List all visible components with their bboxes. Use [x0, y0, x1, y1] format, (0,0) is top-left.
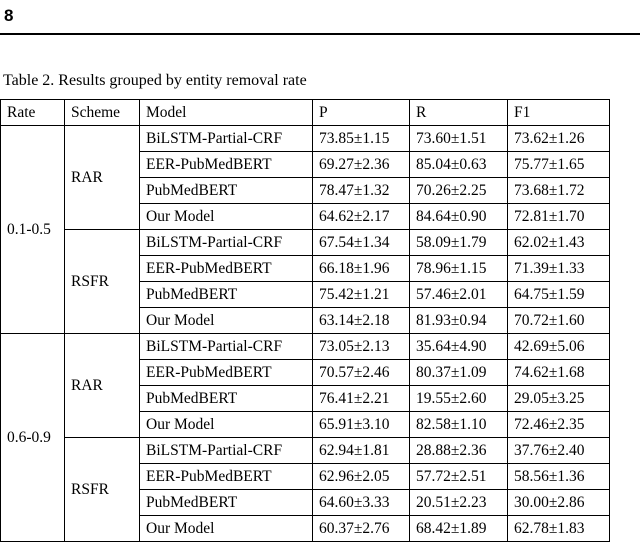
p-value: 73.85±1.15 [313, 126, 410, 152]
r-value: 19.55±2.60 [410, 386, 508, 412]
r-value: 85.04±0.63 [410, 152, 508, 178]
model-cell: BiLSTM-Partial-CRF [140, 334, 313, 360]
rate-cell: 0.6-0.9 [1, 334, 65, 542]
f1-value: 62.78±1.83 [508, 516, 610, 542]
r-value: 78.96±1.15 [410, 256, 508, 282]
f1-value: 72.81±1.70 [508, 204, 610, 230]
model-cell: BiLSTM-Partial-CRF [140, 126, 313, 152]
model-cell: PubMedBERT [140, 490, 313, 516]
r-value: 73.60±1.51 [410, 126, 508, 152]
r-value: 57.72±2.51 [410, 464, 508, 490]
f1-value: 30.00±2.86 [508, 490, 610, 516]
f1-value: 37.76±2.40 [508, 438, 610, 464]
header-r: R [410, 100, 508, 126]
page-header [0, 0, 640, 35]
f1-value: 72.46±2.35 [508, 412, 610, 438]
r-value: 28.88±2.36 [410, 438, 508, 464]
p-value: 69.27±2.36 [313, 152, 410, 178]
f1-value: 29.05±3.25 [508, 386, 610, 412]
r-value: 70.26±2.25 [410, 178, 508, 204]
f1-value: 75.77±1.65 [508, 152, 610, 178]
table-row [1, 334, 610, 360]
f1-value: 70.72±1.60 [508, 308, 610, 334]
header-p: P [313, 100, 410, 126]
r-value: 20.51±2.23 [410, 490, 508, 516]
header-f1: F1 [508, 100, 610, 126]
p-value: 70.57±2.46 [313, 360, 410, 386]
r-value: 68.42±1.89 [410, 516, 508, 542]
f1-value: 62.02±1.43 [508, 230, 610, 256]
p-value: 60.37±2.76 [313, 516, 410, 542]
table-header-row [1, 100, 610, 126]
table-row [1, 126, 610, 152]
p-value: 76.41±2.21 [313, 386, 410, 412]
model-cell: BiLSTM-Partial-CRF [140, 230, 313, 256]
model-cell: EER-PubMedBERT [140, 360, 313, 386]
scheme-cell: RAR [65, 334, 140, 438]
table-row [1, 230, 610, 256]
model-cell: EER-PubMedBERT [140, 256, 313, 282]
scheme-cell: RAR [65, 126, 140, 230]
model-cell: Our Model [140, 412, 313, 438]
f1-value: 73.68±1.72 [508, 178, 610, 204]
header-rule [0, 33, 640, 35]
f1-value: 58.56±1.36 [508, 464, 610, 490]
r-value: 57.46±2.01 [410, 282, 508, 308]
scheme-cell: RSFR [65, 438, 140, 542]
header-model: Model [140, 100, 313, 126]
model-cell: Our Model [140, 204, 313, 230]
p-value: 67.54±1.34 [313, 230, 410, 256]
model-cell: EER-PubMedBERT [140, 152, 313, 178]
f1-value: 73.62±1.26 [508, 126, 610, 152]
table-caption: Table 2. Results grouped by entity removal rate [3, 72, 307, 89]
p-value: 78.47±1.32 [313, 178, 410, 204]
model-cell: PubMedBERT [140, 178, 313, 204]
page-number: 8 [4, 6, 14, 25]
r-value: 58.09±1.79 [410, 230, 508, 256]
p-value: 63.14±2.18 [313, 308, 410, 334]
f1-value: 71.39±1.33 [508, 256, 610, 282]
model-cell: Our Model [140, 516, 313, 542]
model-cell: PubMedBERT [140, 282, 313, 308]
p-value: 73.05±2.13 [313, 334, 410, 360]
p-value: 64.62±2.17 [313, 204, 410, 230]
f1-value: 64.75±1.59 [508, 282, 610, 308]
model-cell: EER-PubMedBERT [140, 464, 313, 490]
p-value: 62.96±2.05 [313, 464, 410, 490]
p-value: 66.18±1.96 [313, 256, 410, 282]
header-scheme: Scheme [65, 100, 140, 126]
model-cell: BiLSTM-Partial-CRF [140, 438, 313, 464]
r-value: 35.64±4.90 [410, 334, 508, 360]
rate-cell: 0.1-0.5 [1, 126, 65, 334]
f1-value: 42.69±5.06 [508, 334, 610, 360]
r-value: 82.58±1.10 [410, 412, 508, 438]
r-value: 84.64±0.90 [410, 204, 508, 230]
p-value: 75.42±1.21 [313, 282, 410, 308]
p-value: 64.60±3.33 [313, 490, 410, 516]
header-rate: Rate [1, 100, 65, 126]
results-table [0, 99, 610, 542]
model-cell: PubMedBERT [140, 386, 313, 412]
r-value: 81.93±0.94 [410, 308, 508, 334]
r-value: 80.37±1.09 [410, 360, 508, 386]
scheme-cell: RSFR [65, 230, 140, 334]
model-cell: Our Model [140, 308, 313, 334]
p-value: 65.91±3.10 [313, 412, 410, 438]
p-value: 62.94±1.81 [313, 438, 410, 464]
f1-value: 74.62±1.68 [508, 360, 610, 386]
table-row [1, 438, 610, 464]
